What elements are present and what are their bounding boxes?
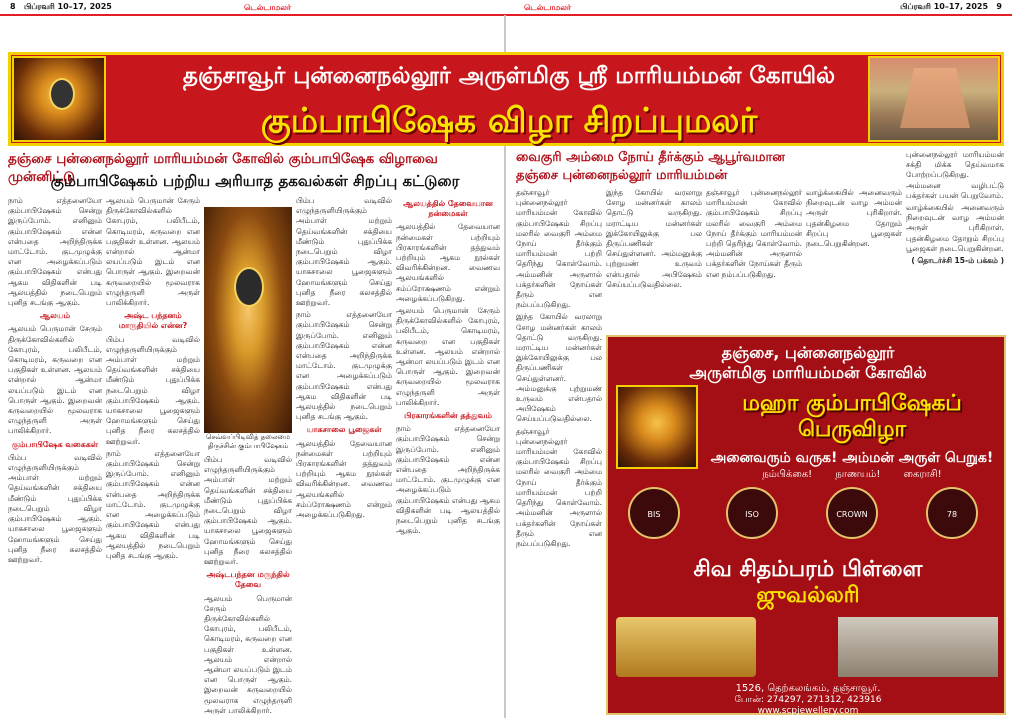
left-column-2: ஆலயம் பெருமான் சேரும் திருக்கோவில்களில் கோபுரம், பலிபீடம், கொடிமரம், கருவறை என பகுதிகள் உள்ளன. ஆலயம் என்றால் ஆன்மா லயப்படும் இடம் என பொருள் ஆகும். இறைவன் கருவறையில் மூலவராக எழுந்தருளி அருள் பாலிக்கிறார். அஷ்ட பந்தனம் மாருதியில் என்ன? பிம்ப வடிவில் எழுந்தருளியிருக்கும் அம்பாள் மற்றும் தெய்வங்களின் சக்தியை மீண்டும் புதுப்பிக்க நடைபெறும் விழா கும்பாபிஷேகம் ஆகும். யாகசாலை பூஜைகளும் ஹோமங்களும் செய்து புனித நீரை கலசத்தில் ஊற்றுவர். நாம் எத்தனையோ கும்பாபிஷேகம் சென்று இருப்போம். எனினும் கும்பாபிஷேகம் என்ன என்பதை அறிந்திருக்க மாட்டோம். குடமுழுக்கு என அழைக்கப்படும் கும்பாபிஷேகம் என்பது ஆகம விதிகளின் படி ஆலயத்தில் நடைபெறும் புனித சடங்கு ஆகும். [106, 196, 200, 560]
ad-address: 1526, தெற்கலங்கம், தஞ்சாவூர். [735, 683, 881, 694]
ad-brand-sub: ஜுவல்லரி [756, 583, 860, 608]
ad-phone: போன்: 274297, 271312, 423916 [734, 695, 882, 705]
photo-caption: செவ்வப்பிடிவித் தலைமை திருச்சின் கும்பாபிஷேகம் [206, 433, 290, 450]
anniversary-badge-icon: 78 [926, 487, 978, 539]
right-heading-2: தஞ்சை புன்னைநல்லூர் மாரியம்மன் [516, 168, 728, 183]
ad-line-2: அருள்மிகு மாரியம்மன் கோவில் [689, 363, 927, 382]
left-column-1: நாம் எத்தனையோ கும்பாபிஷேகம் சென்று இருப்போம். எனினும் கும்பாபிஷேகம் என்ன என்பதை அறிந்திருக்க மாட்டோம். குடமுழுக்கு என அழைக்கப்படும் கும்பாபிஷேகம் என்பது ஆகம விதிகளின் படி ஆலயத்தில் நடைபெறும் புனித சடங்கு ஆகும். ஆலயம் ஆலயம் பெருமான் சேரும் திருக்கோவில்களில் கோபுரம், பலிபீடம், கொடிமரம், கருவறை என பகுதிகள் உள்ளன. ஆலயம் என்றால் ஆன்மா லயப்படும் இடம் என பொருள் ஆகும். இறைவன் கருவறையில் மூலவராக எழுந்தருளி அருள் பாலிக்கிறார். கும்பாபிஷேக வகைகள் பிம்ப வடிவில் எழுந்தருளியிருக்கும் அம்பாள் மற்றும் தெய்வங்களின் சக்தியை மீண்டும் புதுப்பிக்க நடைபெறும் விழா கும்பாபிஷேகம் ஆகும். யாகசாலை பூஜைகளும் ஹோமங்களும் செய்து புனித நீரை கலசத்தில் ஊற்றுவர். [8, 196, 102, 564]
ad-deity-image [616, 385, 698, 469]
left-column-4: பிம்ப வடிவில் எழுந்தருளியிருக்கும் அம்பாள் மற்றும் தெய்வங்களின் சக்தியை மீண்டும் புதுப்பிக்க நடைபெறும் விழா கும்பாபிஷேகம் ஆகும். யாகசாலை பூஜைகளும் ஹோமங்களும் செய்து புனித நீரை கலசத்தில் ஊற்றுவர். நாம் எத்தனையோ கும்பாபிஷேகம் சென்று இருப்போம். எனினும் கும்பாபிஷேகம் என்ன என்பதை அறிந்திருக்க மாட்டோம். குடமுழுக்கு என அழைக்கப்படும் கும்பாபிஷேகம் என்பது ஆகம விதிகளின் படி ஆலயத்தில் நடைபெறும் புனித சடங்கு ஆகும். யாகசாலை பூஜைகள் ஆலயத்தில் தேவையான நன்மைகள் பற்றியும் பிரகாரங்களின் தத்துவம் பற்றியும் ஆகம நூல்கள் விவரிக்கின்றன. வைணவ ஆலயங்களில் சம்ப்ரோக்ஷணம் என்றும் அழைக்கப்படுகிறது. [296, 196, 392, 520]
ad-line-5: அனைவரும் வருக! அம்மன் அருள் பெறுக! [710, 450, 994, 466]
right-heading-1: வைகுரி அம்மை நோய் தீர்க்கும் ஆபூர்வமான [516, 150, 785, 165]
right-page-number: பிப்ரவரி 10–17, 2025 9 [900, 2, 1002, 11]
ad-line-3: மஹா கும்பாபிஷேகப் [742, 391, 962, 416]
right-logo: டெல்டா‌மலர் [524, 3, 572, 12]
deity-image-left [12, 56, 106, 142]
left-logo: டெல்டா‌மலர் [244, 3, 292, 12]
top-bar [0, 0, 1012, 16]
main-banner [8, 52, 1004, 146]
ad-brand-name: சிவ சிதம்பரம் பிள்ளை [693, 557, 923, 582]
ad-line-1: தஞ்சை, புன்னைநல்லூர் [721, 343, 895, 362]
left-page-number: 8 பிப்ரவரி 10–17, 2025 [10, 2, 112, 11]
right-column-1: தஞ்சாவூர் புன்னைநல்லூர் மாரியம்மன் கோவில் கும்பாபிஷேகம் சிறப்பு மலரில் வைகுரி அம்மை நோய் தீர்க்கும் மாரியம்மன் பற்றி தெரிந்து கொள்வோம். அம்மனின் அருளால் பக்தர்களின் நோய்கள் தீரும் என நம்பப்படுகிறது. இந்த கோயில் வரலாறு சோழ மன்னர்கள் காலம் தொட்டு வருகிறது. மராட்டிய மன்னர்கள் இக்கோயிலுக்கு பல திருப்பணிகள் செய்துள்ளனர். அம்மனுக்கு புற்றுமண் உருவம் என்பதால் அபிஷேகம் செய்யப்படுவதில்லை. தஞ்சாவூர் புன்னைநல்லூர் மாரியம்மன் கோவில் கும்பாபிஷேகம் சிறப்பு மலரில் வைகுரி அம்மை நோய் தீர்க்கும் மாரியம்மன் பற்றி தெரிந்து கொள்வோம். அம்மனின் அருளால் பக்தர்களின் நோய்கள் தீரும் என நம்பப்படுகிறது. [516, 188, 602, 548]
left-headline-2: கும்பாபிஷேகம் பற்றிய அரியாத தகவல்கள் சிறப்பு கட்டுரை [50, 172, 460, 190]
showroom-image [838, 617, 998, 677]
right-column-4: வாழ்க்கையில் அனைவரும் நிறைவுடன் வாழ அம்மன் அருள் புரிகிறாள். புதன்கிழமை தோறும் சிறப்பு பூஜைகள் நடைபெறுகின்றன. [806, 188, 902, 249]
banner-subtitle: கும்பாபிஷேக விழா சிறப்புமலர் [260, 101, 758, 141]
right-column-3: தஞ்சாவூர் புன்னைநல்லூர் மாரியம்மன் கோவில் கும்பாபிஷேகம் சிறப்பு மலரில் வைகுரி அம்மை நோய் தீர்க்கும் மாரியம்மன் பற்றி தெரிந்து கொள்வோம். அம்மனின் அருளால் பக்தர்களின் நோய்கள் தீரும் என நம்பப்படுகிறது. [706, 188, 802, 279]
deity-photo [204, 207, 292, 433]
temple-gopuram-image [868, 56, 1000, 142]
continue-note: ( தொடர்ச்சி 15-ம் பக்கம் ) [911, 256, 1004, 266]
banner-title: தஞ்சாவூர் புன்னைநல்லூர் அருள்மிகு ஸ்ரீ மாரியம்மன் கோயில் [182, 63, 836, 89]
crown-emblem-icon: CROWN [826, 487, 878, 539]
jewellery-image [616, 617, 756, 677]
ad-line-6: நம்பிக்கை! நாணயம்! கைராசி! [762, 469, 942, 480]
bis-hallmark-icon: BIS [628, 487, 680, 539]
right-column-2: இந்த கோயில் வரலாறு சோழ மன்னர்கள் காலம் தொட்டு வருகிறது. மராட்டிய மன்னர்கள் இக்கோயிலுக்கு பல திருப்பணிகள் செய்துள்ளனர். அம்மனுக்கு புற்றுமண் உருவம் என்பதால் அபிஷேகம் செய்யப்படுவதில்லை. [606, 188, 702, 289]
left-column-3-lower: பிம்ப வடிவில் எழுந்தருளியிருக்கும் அம்பாள் மற்றும் தெய்வங்களின் சக்தியை மீண்டும் புதுப்பிக்க நடைபெறும் விழா கும்பாபிஷேகம் ஆகும். யாகசாலை பூஜைகளும் ஹோமங்களும் செய்து புனித நீரை கலசத்தில் ஊற்றுவர். அஷ்டபந்தன மருந்தில் தேவை ஆலயம் பெருமான் சேரும் திருக்கோவில்களில் கோபுரம், பலிபீடம், கொடிமரம், கருவறை என பகுதிகள் உள்ளன. ஆலயம் என்றால் ஆன்மா லயப்படும் இடம் என பொருள் ஆகும். இறைவன் கருவறையில் மூலவராக எழுந்தருளி அருள் பாலிக்கிறார். [204, 455, 292, 715]
ad-line-4: பெருவிழா [797, 417, 907, 442]
left-headline-1: தஞ்சை புன்னைநல்லூர் மாரியம்மன் கோவில் கும்பாபிஷேக விழாவை முன்னிட்டு [8, 151, 438, 185]
right-column-5: புன்னைநல்லூர் மாரியம்மன் சக்தி மிக்க தெய்வமாக போற்றப்படுகிறது. அம்மனை வழிபட்டு பக்தர்கள் பயன் பெறுவோம். வாழ்க்கையில் அனைவரும் நிறைவுடன் வாழ அம்மன் அருள் புரிகிறாள். புதன்கிழமை தோறும் சிறப்பு பூஜைகள் நடைபெறுகின்றன. ( தொடர்ச்சி 15-ம் பக்கம் ) [906, 150, 1004, 266]
iso-badge-icon: ISO [726, 487, 778, 539]
jewellery-advertisement [606, 335, 1006, 715]
ad-website: www.scpjewellery.com [757, 706, 859, 716]
left-column-5: ஆலயத்தில் தேவையான நன்மைகள் ஆலயத்தில் தேவையான நன்மைகள் பற்றியும் பிரகாரங்களின் தத்துவம் பற்றியும் ஆகம நூல்கள் விவரிக்கின்றன. வைணவ ஆலயங்களில் சம்ப்ரோக்ஷணம் என்றும் அழைக்கப்படுகிறது. ஆலயம் பெருமான் சேரும் திருக்கோவில்களில் கோபுரம், பலிபீடம், கொடிமரம், கருவறை என பகுதிகள் உள்ளன. ஆலயம் என்றால் ஆன்மா லயப்படும் இடம் என பொருள் ஆகும். இறைவன் கருவறையில் மூலவராக எழுந்தருளி அருள் பாலிக்கிறார். பிரகாரங்களின் தத்துவம் நாம் எத்தனையோ கும்பாபிஷேகம் சென்று இருப்போம். எனினும் கும்பாபிஷேகம் என்ன என்பதை அறிந்திருக்க மாட்டோம். குடமுழுக்கு என அழைக்கப்படும் கும்பாபிஷேகம் என்பது ஆகம விதிகளின் படி ஆலயத்தில் நடைபெறும் புனித சடங்கு ஆகும். [396, 199, 500, 536]
